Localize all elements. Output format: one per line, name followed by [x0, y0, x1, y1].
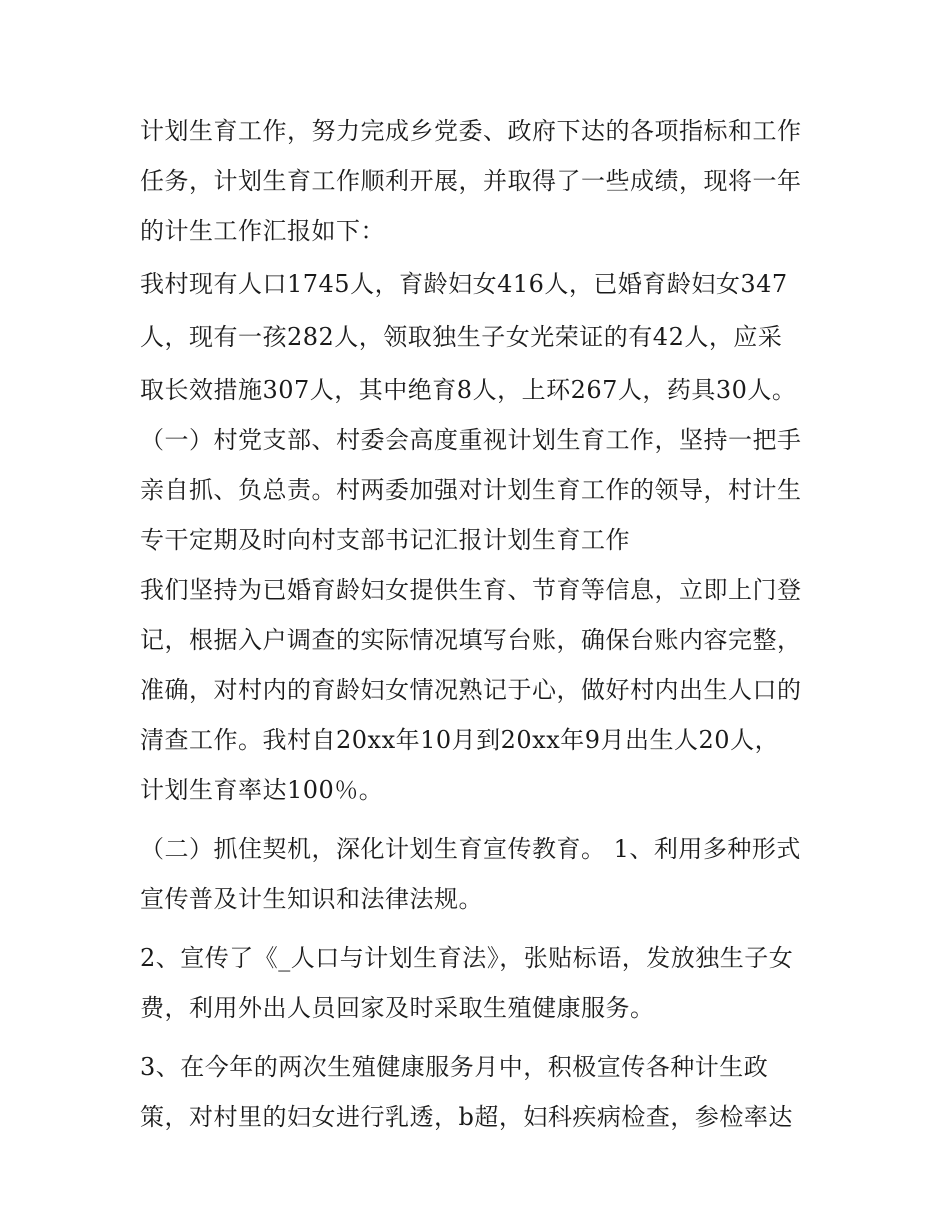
text-line: 人，现有一孩282人，领取独生子女光荣证的有42人，应采	[140, 323, 783, 351]
text-line: 我们坚持为已婚育龄妇女提供生育、节育等信息，立即上门登	[140, 576, 802, 604]
text-line: 的计生工作汇报如下：	[140, 217, 385, 245]
text-line: 清查工作。我村自20xx年10月到20xx年9月出生人20人，	[140, 726, 780, 754]
text-line: 宣传普及计生知识和法律法规。	[140, 885, 483, 913]
text-line: （一）村党支部、村委会高度重视计划生育工作，坚持一把手	[140, 426, 802, 454]
text-line: 专干定期及时向村支部书记汇报计划生育工作	[140, 526, 630, 554]
text-line: 计划生育工作，努力完成乡党委、政府下达的各项指标和工作	[140, 117, 802, 145]
text-line: 计划生育率达100％。	[140, 776, 384, 804]
text-line: 我村现有人口1745人，育龄妇女416人，已婚育龄妇女347	[140, 270, 788, 298]
text-line: 亲自抓、负总责。村两委加强对计划生育工作的领导，村计生	[140, 476, 802, 504]
text-line: 费，利用外出人员回家及时采取生殖健康服务。	[140, 994, 655, 1022]
text-line: 取长效措施307人，其中绝育8人，上环267人，药具30人。	[140, 376, 797, 404]
text-line: 准确，对村内的育龄妇女情况熟记于心，做好村内出生人口的	[140, 676, 802, 704]
text-line: 任务，计划生育工作顺利开展，并取得了一些成绩，现将一年	[140, 167, 802, 195]
text-line: 2、宣传了《_人口与计划生育法》，张贴标语，发放独生子女	[140, 944, 794, 972]
text-line: 3、在今年的两次生殖健康服务月中，积极宣传各种计生政	[140, 1053, 769, 1081]
document-body	[140, 106, 830, 1142]
text-line: （二）抓住契机，深化计划生育宣传教育。 1、利用多种形式	[140, 835, 801, 863]
text-line: 策，对村里的妇女进行乳透，b超，妇科疾病检查，参检率达	[140, 1103, 793, 1131]
text-line: 记，根据入户调查的实际情况填写台账，确保台账内容完整，	[140, 626, 802, 654]
